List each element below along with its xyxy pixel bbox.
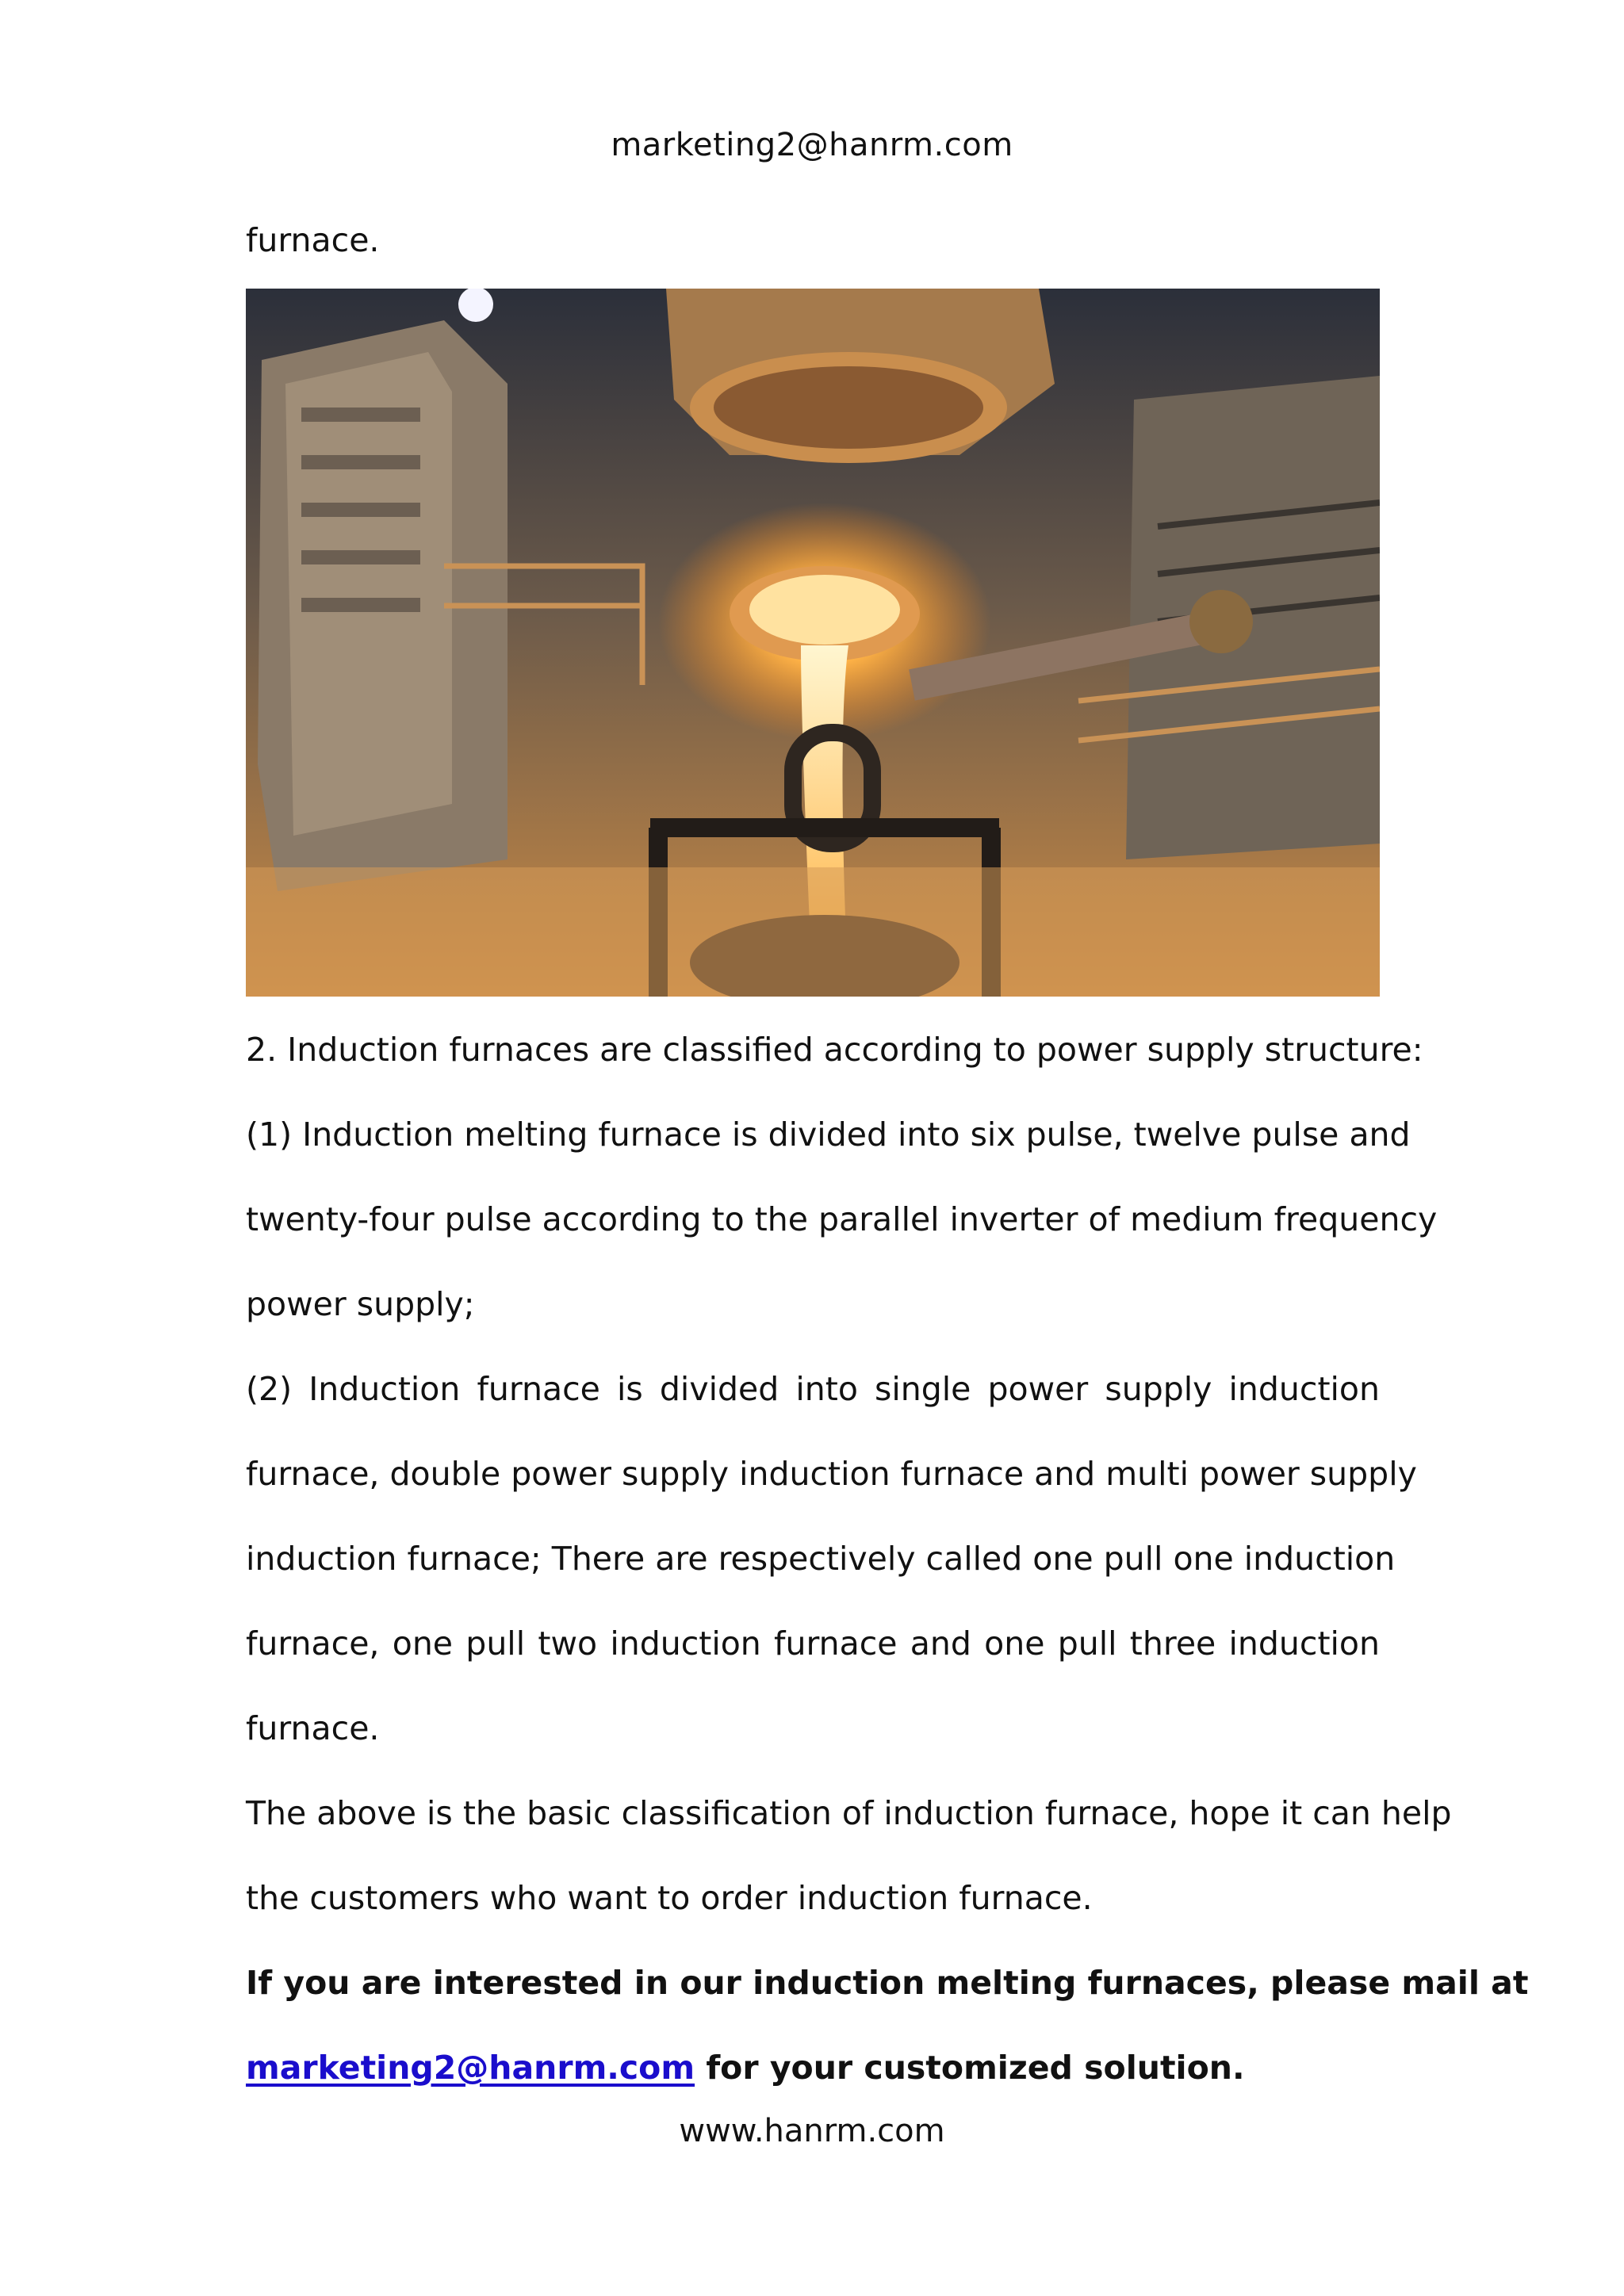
item2-line-5: furnace. (246, 1709, 380, 1747)
summary-line-1: The above is the basic classification of induction furnace, hope it can help (246, 1794, 1452, 1832)
item2-line-3: induction furnace; There are respectively called one pull one induction (246, 1540, 1396, 1578)
item1-line-1: (1) Induction melting furnace is divided into six pulse, twelve pulse and (246, 1115, 1411, 1154)
header-email: marketing2@hanrm.com (611, 127, 1013, 163)
summary-line-2: the customers who want to order induction furnace. (246, 1879, 1093, 1917)
cta-line-2 (246, 2045, 1380, 2090)
cta-line-1: If you are interested in our induction melting furnaces, please mail at (246, 1964, 1529, 2002)
cta-email-link[interactable]: marketing2@hanrm.com (246, 2049, 695, 2087)
item1-line-2: twenty-four pulse according to the parallel inverter of medium frequency (246, 1200, 1438, 1238)
footer-url: www.hanrm.com (679, 2113, 945, 2149)
item2-line-1: (2) Induction furnace is divided into single power supply induction (246, 1370, 1380, 1408)
item2-line-2: furnace, double power supply induction furnace and multi power supply (246, 1455, 1417, 1493)
cta-line-2-rest: for your customized solution. (695, 2049, 1245, 2087)
furnace-photo (246, 289, 1380, 997)
section-title: 2. Induction furnaces are classified according to power supply structure: (246, 1031, 1423, 1069)
item2-line-4: furnace, one pull two induction furnace and one pull three induction (246, 1624, 1380, 1663)
item1-line-3: power supply; (246, 1285, 475, 1323)
lead-in-text: furnace. (246, 221, 380, 259)
